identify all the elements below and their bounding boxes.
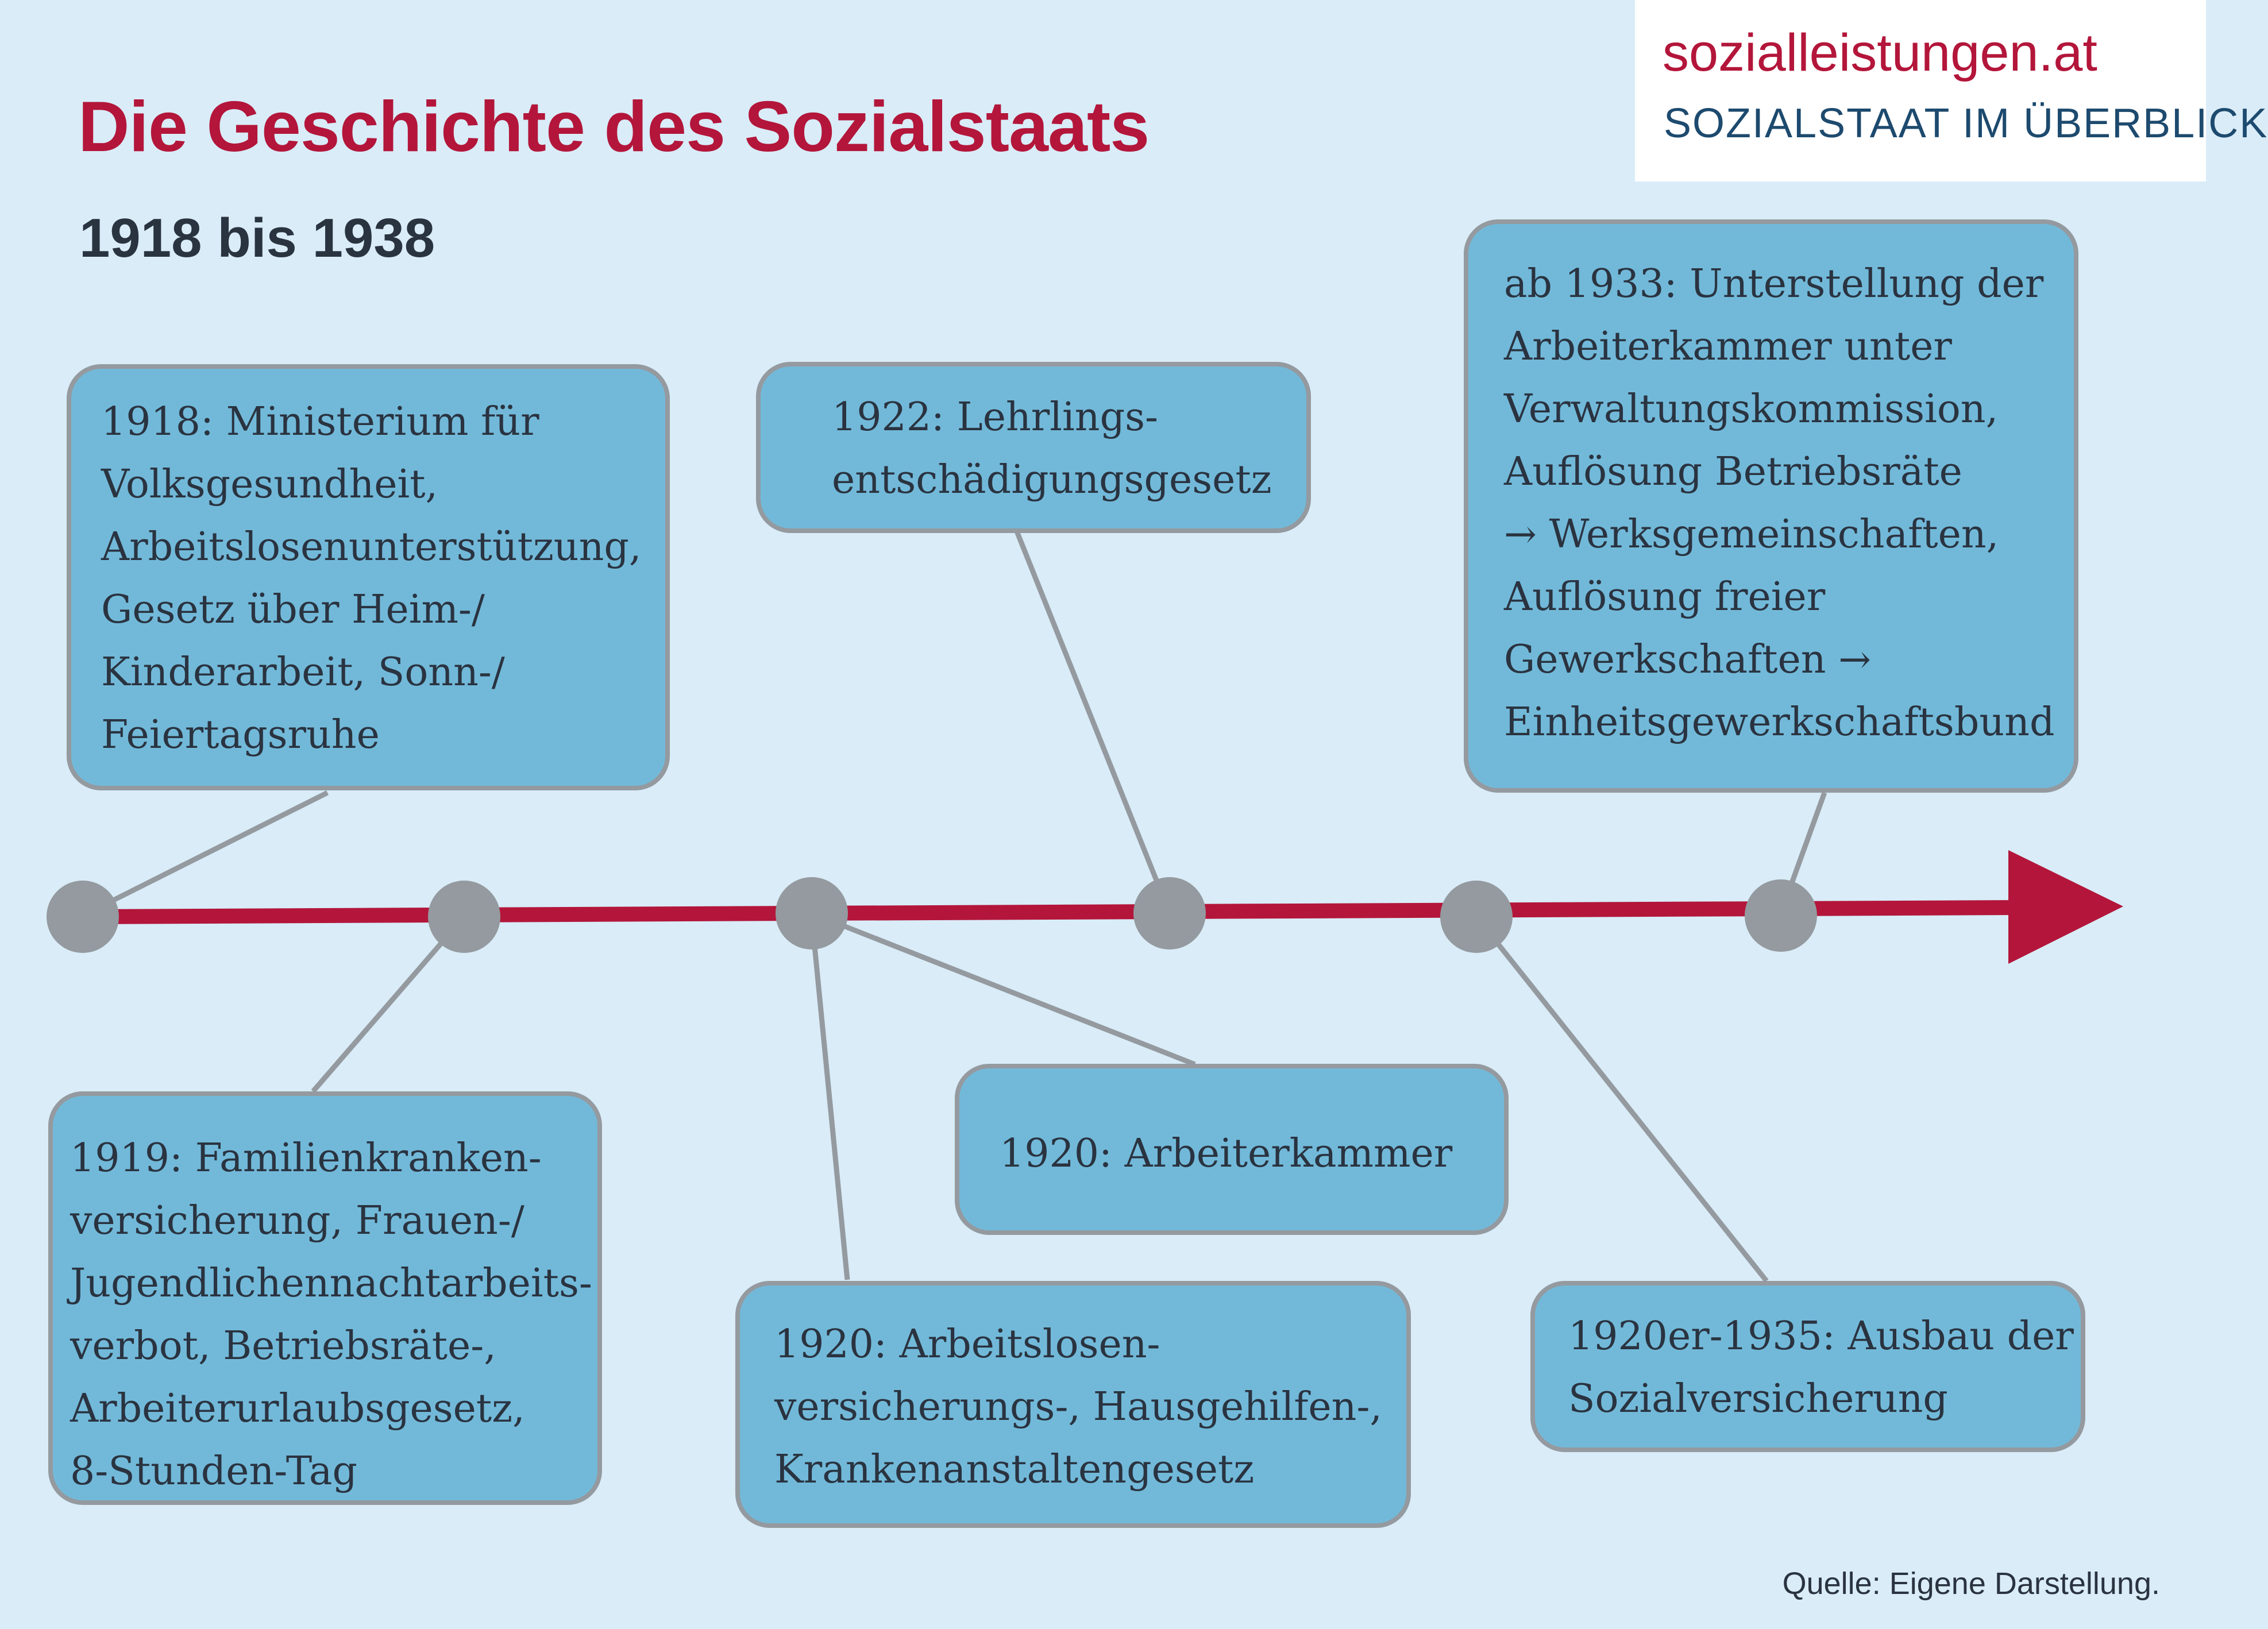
connector-line <box>812 917 847 1280</box>
timeline-node <box>776 877 848 949</box>
page-title: Die Geschichte des Sozialstaats <box>78 87 1150 167</box>
event-box-1919: 1919: Familienkranken- versicherung, Frauen-/ Jugendlichennachtarbeits- verbot, Betriebsräte-, Arbeiterurlaubsgesetz, 8-Stunden-Tag <box>48 1091 602 1505</box>
timeline-node <box>47 881 119 953</box>
event-box-1920er-1935: 1920er-1935: Ausbau der Sozialversicherung <box>1530 1281 2085 1452</box>
event-box-1920-arbeitslosenversicherung: 1920: Arbeitslosen- versicherungs-, Hausgehilfen-, Krankenanstaltengesetz <box>735 1281 1411 1528</box>
event-box-1918: 1918: Ministerium für Volksgesundheit, Arbeitslosenunterstützung, Gesetz über Heim-/ Kinderarbeit, Sonn-/ Feiertagsruhe <box>67 364 670 790</box>
timeline-arrowhead <box>2008 850 2123 964</box>
logo-site-name: sozialleistungen.at <box>1663 24 2097 82</box>
event-box-1922: 1922: Lehrlings- entschädigungsgesetz <box>756 362 1311 533</box>
page-subtitle: 1918 bis 1938 <box>79 207 435 269</box>
connector-line <box>1476 917 1766 1281</box>
connector-line <box>812 913 1195 1064</box>
event-box-1920-arbeiterkammer: 1920: Arbeiterkammer <box>955 1064 1509 1235</box>
logo-tagline: SOZIALSTAAT IM ÜBERBLICK <box>1664 101 2268 146</box>
timeline-node <box>1745 879 1817 952</box>
timeline-axis <box>83 908 2016 917</box>
connector-line <box>1017 531 1170 913</box>
timeline-node <box>1133 877 1206 949</box>
timeline-node <box>1440 881 1513 953</box>
connector-line <box>83 793 327 916</box>
timeline-node <box>428 881 500 953</box>
source-note: Quelle: Eigene Darstellung. <box>1782 1566 2160 1601</box>
event-box-ab-1933: ab 1933: Unterstellung der Arbeiterkammer unter Verwaltungskommission, Auflösung Betriebsräte → Werksgemeinschaften, Auflösung freier Gewerkschaften → Einheitsgewerkschaftsbund <box>1464 219 2078 793</box>
